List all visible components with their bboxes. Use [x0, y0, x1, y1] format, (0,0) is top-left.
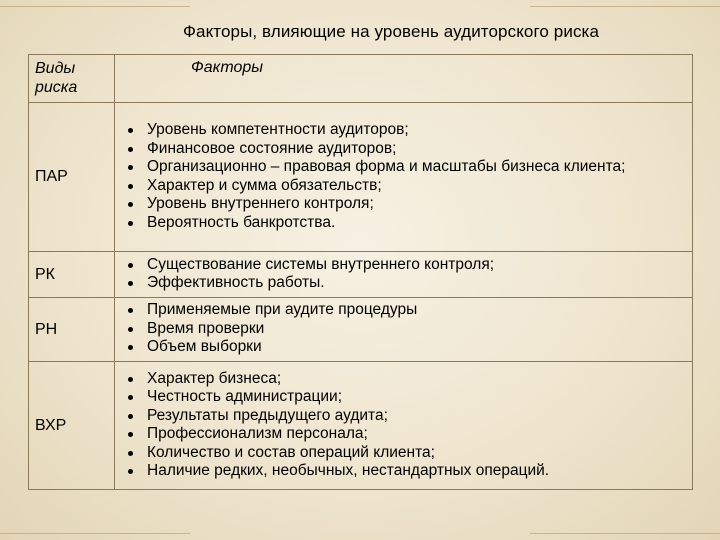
factors-cell [115, 103, 693, 252]
factor-list [115, 369, 692, 483]
list-item: Характер и сумма обязательств; [115, 177, 682, 196]
factor-list [115, 120, 692, 234]
list-item: Профессионализм персонала; [115, 425, 682, 444]
header-factors: Факторы [115, 55, 693, 103]
list-item: Эффективность работы. [115, 274, 682, 293]
decorative-line-top-right [530, 6, 720, 7]
decorative-line-bottom-left [0, 533, 190, 534]
list-item: Существование системы внутреннего контроля; [115, 256, 682, 275]
factors-cell [115, 252, 693, 298]
list-item: Применяемые при аудите процедуры [115, 301, 682, 320]
list-item: Время проверки [115, 320, 682, 339]
factors-cell [115, 362, 693, 490]
table-row-vhr [29, 362, 693, 490]
table-row-rn [29, 298, 693, 362]
decorative-line-top-left [0, 6, 190, 7]
risk-type-cell: ПАР [29, 103, 115, 252]
list-item: Количество и состав операций клиента; [115, 444, 682, 463]
list-item: Уровень внутреннего контроля; [115, 195, 682, 214]
list-item: Финансовое состояние аудиторов; [115, 140, 682, 159]
header-risk-types: Виды риска [29, 55, 115, 103]
decorative-line-bottom-right [530, 533, 720, 534]
list-item: Уровень компетентности аудиторов; [115, 121, 682, 140]
risk-type-cell: ВХР [29, 362, 115, 490]
table-header-row [29, 55, 693, 103]
page-title: Факторы, влияющие на уровень аудиторского риска [182, 22, 600, 41]
factors-cell [115, 298, 693, 362]
list-item: Организационно – правовая форма и масштабы бизнеса клиента; [115, 158, 682, 177]
list-item: Результаты предыдущего аудита; [115, 407, 682, 426]
list-item: Наличие редких, необычных, нестандартных операций. [115, 462, 682, 481]
list-item: Характер бизнеса; [115, 370, 682, 389]
factor-list [115, 300, 692, 359]
list-item: Вероятность банкротства. [115, 214, 682, 233]
risk-type-cell: РК [29, 252, 115, 298]
list-item: Объем выборки [115, 338, 682, 357]
factor-list [115, 255, 692, 295]
risk-factors-table [28, 54, 693, 490]
risk-type-cell: РН [29, 298, 115, 362]
table-row-par [29, 103, 693, 252]
table-row-rk [29, 252, 693, 298]
list-item: Честность администрации; [115, 388, 682, 407]
